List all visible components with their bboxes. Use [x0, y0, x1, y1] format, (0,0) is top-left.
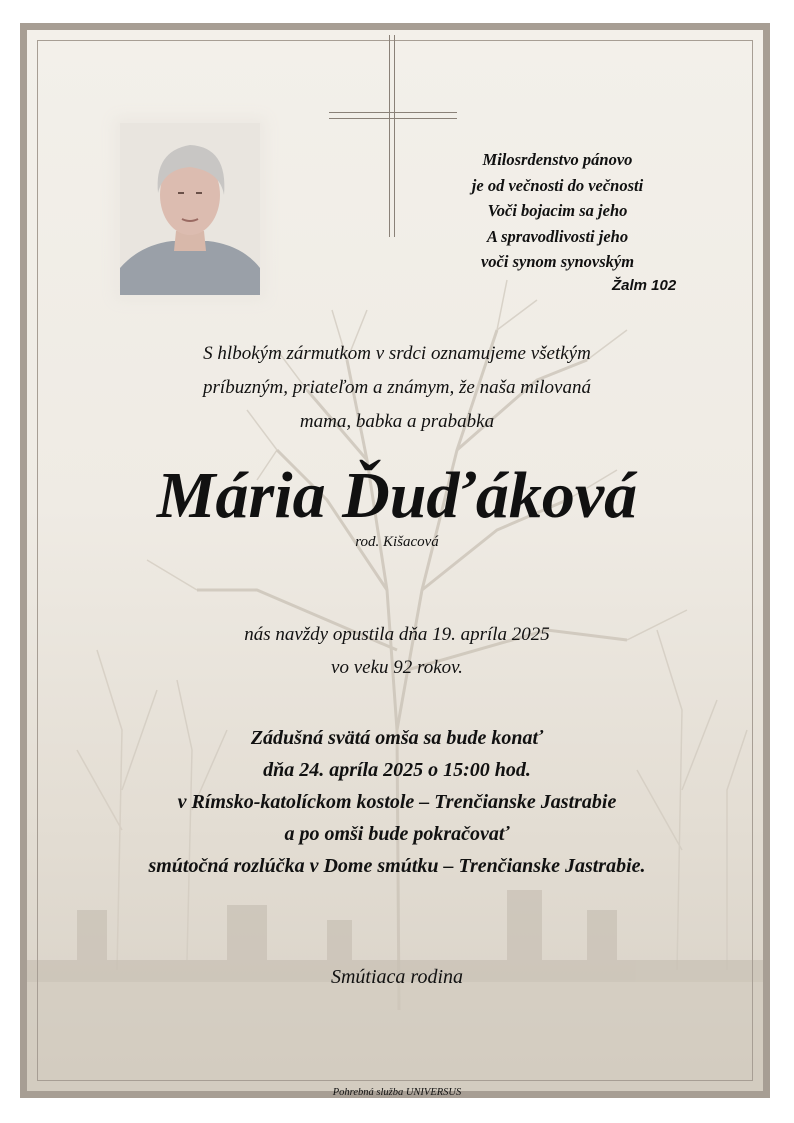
announcement-line: S hlbokým zármutkom v srdci oznamujeme všetkým [203, 343, 591, 364]
psalm-line: A spravodlivosti jeho [486, 226, 629, 246]
psalm-reference: Žalm 102 [612, 277, 677, 294]
death-line: nás navždy opustila dňa 19. apríla 2025 [244, 624, 550, 645]
psalm-line: voči synom synovským [480, 252, 635, 271]
psalm-line: Voči bojacim sa jeho [487, 201, 628, 220]
portrait-photo [120, 123, 260, 295]
mass-line: smútočná rozlúčka v Dome smútku – Trenčianske Jastrabie. [148, 855, 646, 877]
psalm-line: je od večnosti do večnosti [471, 175, 644, 195]
maiden-name: rod. Kišacová [355, 534, 439, 550]
funeral-service-credit: Pohrebná služba UNIVERSUS [332, 1087, 462, 1098]
announcement-text [100, 337, 694, 439]
cross-horizontal-icon [329, 112, 457, 119]
family-signature: Smútiaca rodina [330, 966, 464, 988]
cross-vertical-icon [389, 35, 395, 237]
psalm-quote [440, 147, 675, 275]
portrait-illustration [120, 123, 260, 295]
announcement-line: príbuzným, priateľom a známym, že naša milovaná [203, 377, 591, 398]
death-info [100, 618, 694, 684]
deceased-name: Mária Ďuďáková [156, 459, 638, 532]
mass-line: a po omši bude pokračovať [284, 823, 510, 845]
psalm-line: Milosrdenstvo pánovo [482, 150, 633, 169]
mass-line: v Rímsko-katolíckom kostole – Trenčianske Jastrabie [177, 791, 617, 813]
death-line: vo veku 92 rokov. [331, 657, 463, 678]
mass-line: dňa 24. apríla 2025 o 15:00 hod. [263, 759, 531, 781]
mass-line: Zádušná svätá omša sa bude konať [250, 727, 544, 749]
funeral-mass-info [30, 722, 764, 882]
announcement-line: mama, babka a prababka [299, 411, 495, 432]
